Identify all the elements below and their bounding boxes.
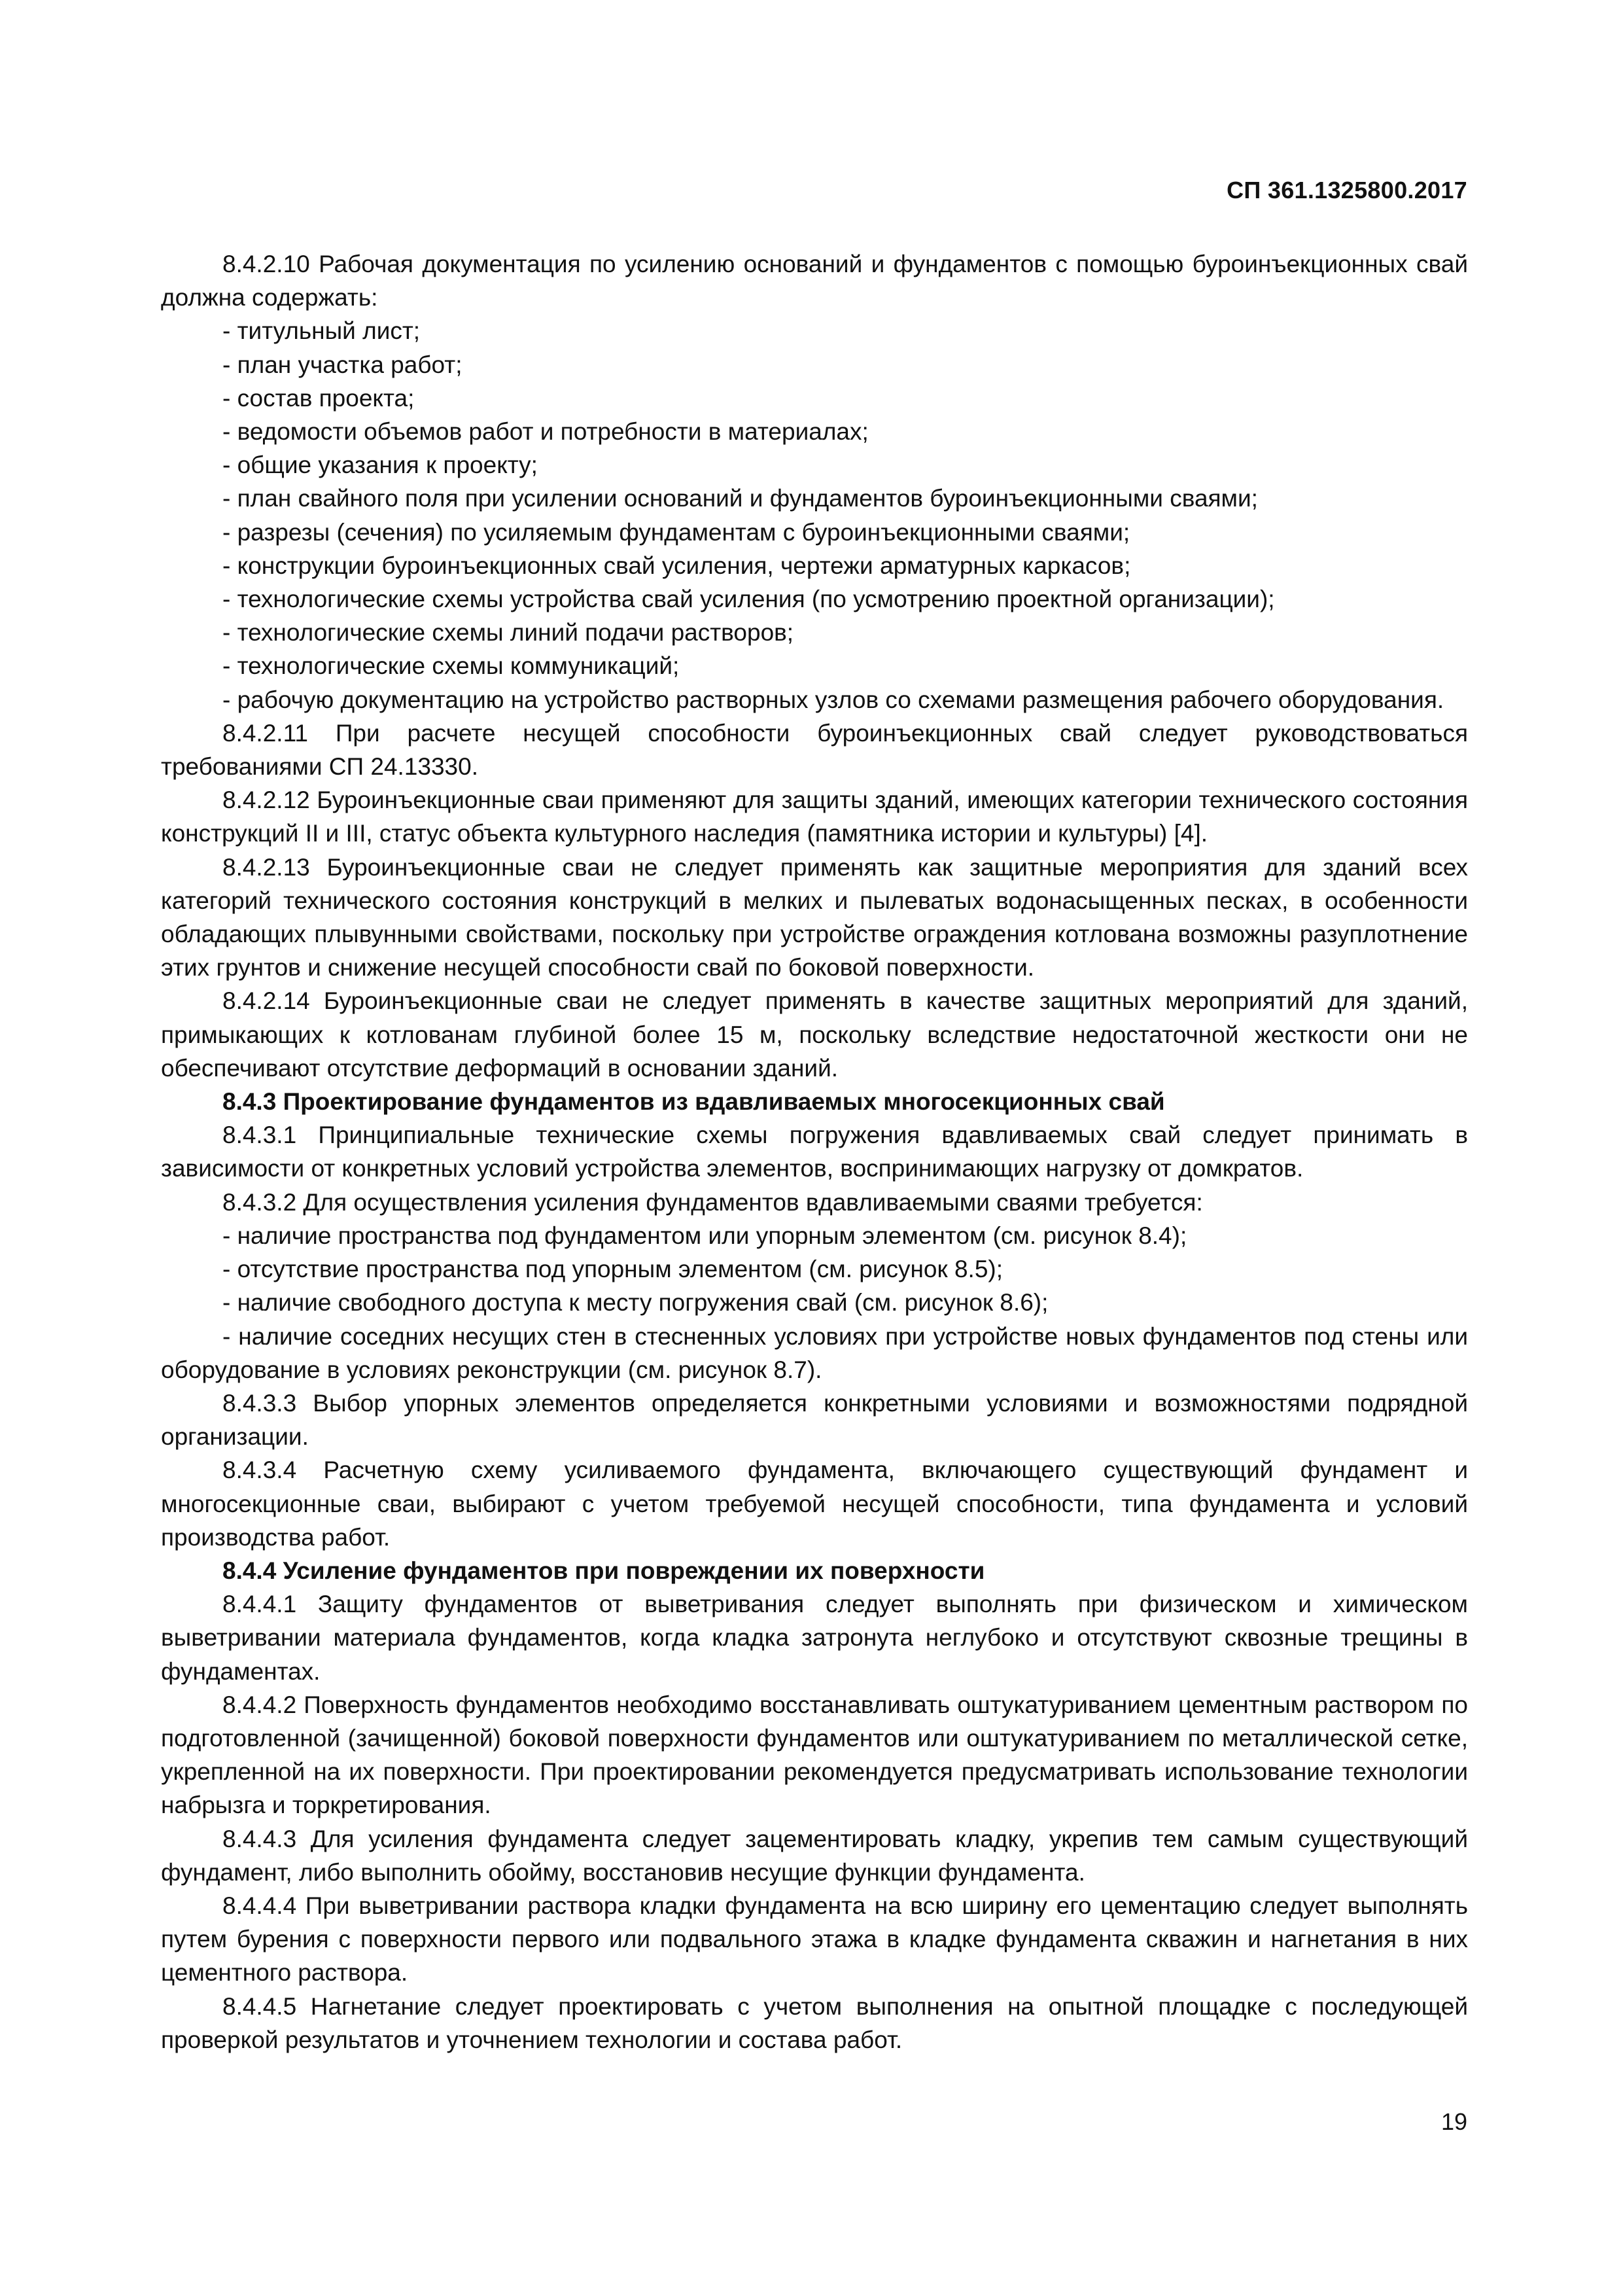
paragraph-8-4-4-4: 8.4.4.4 При выветривании раствора кладки фундамента на всю ширину его цементацию следует выполнять путем бурения с поверхности первого или подвального этажа в кладке фундамента скважин и нагнетания в них цементного раствора.: [161, 1892, 1468, 1987]
section-heading-8-4-4: 8.4.4 Усиление фундаментов при повреждении их поверхности: [222, 1557, 985, 1584]
list-item: - план участка работ;: [222, 351, 462, 378]
list-item: - ведомости объемов работ и потребности в материалах;: [222, 418, 869, 446]
list-item: - наличие соседних несущих стен в стесненных условиях при устройстве новых фундаментов под стены или оборудование в условиях реконструкции (см. рисунок 8.7).: [161, 1322, 1468, 1383]
list-item: - наличие свободного доступа к месту погружения свай (см. рисунок 8.6);: [222, 1289, 1049, 1316]
paragraph-8-4-4-5: 8.4.4.5 Нагнетание следует проектировать с учетом выполнения на опытной площадке с последующей проверкой результатов и уточнением технологии и состава работ.: [161, 1992, 1468, 2053]
list-item: - технологические схемы коммуникаций;: [222, 652, 680, 680]
paragraph-8-4-4-2: 8.4.4.2 Поверхность фундаментов необходимо восстанавливать оштукатуриванием цементным раствором по подготовленной (зачищенной) боковой поверхности фундаментов или оштукатуриванием по металлической сетке, укрепленной на их поверхности. При проектировании рекомендуется предусматривать использование технологии набрызга и торкретирования.: [161, 1691, 1468, 1819]
paragraph-8-4-2-10: 8.4.2.10 Рабочая документация по усилению оснований и фундаментов с помощью буроинъекционных свай должна содержать:: [161, 251, 1468, 311]
paragraph-8-4-4-3: 8.4.4.3 Для усиления фундамента следует зацементировать кладку, укрепив тем самым существующий фундамент, либо выполнить обойму, восстановив несущие функции фундамента.: [161, 1825, 1468, 1886]
page-body: [161, 247, 1468, 2057]
list-item: - общие указания к проекту;: [222, 451, 538, 479]
section-heading-8-4-3: 8.4.3 Проектирование фундаментов из вдавливаемых многосекционных свай: [222, 1088, 1165, 1116]
list-item: - план свайного поля при усилении оснований и фундаментов буроинъекционными сваями;: [222, 485, 1258, 512]
paragraph-8-4-2-13: 8.4.2.13 Буроинъекционные сваи не следует применять как защитные мероприятия для зданий всех категорий технического состояния конструкций в мелких и пылеватых водонасыщенных песках, в особенности обладающих плывунными свойствами, поскольку при устройстве ограждения котлована возможны разуплотнение этих грунтов и снижение несущей способности свай по боковой поверхности.: [161, 853, 1468, 981]
paragraph-8-4-3-1: 8.4.3.1 Принципиальные технические схемы погружения вдавливаемых свай следует принимать в зависимости от конкретных условий устройства элементов, воспринимающих нагрузку от домкратов.: [161, 1122, 1468, 1182]
list-item: - титульный лист;: [222, 317, 421, 345]
list-item: - конструкции буроинъекционных свай усиления, чертежи арматурных каркасов;: [222, 552, 1131, 579]
paragraph-8-4-2-11: 8.4.2.11 При расчете несущей способности буроинъекционных свай следует руководствоваться требованиями СП 24.13330.: [161, 719, 1468, 781]
document-code: СП 361.1325800.2017: [1227, 177, 1467, 203]
list-item: - отсутствие пространства под упорным элементом (см. рисунок 8.5);: [222, 1256, 1003, 1283]
list-item: - состав проекта;: [222, 384, 415, 412]
paragraph-8-4-2-12: 8.4.2.12 Буроинъекционные сваи применяют для защиты зданий, имеющих категории технического состояния конструкций II и III, статус объекта культурного наследия (памятника истории и культуры) [4].: [161, 786, 1468, 847]
paragraph-8-4-3-4: 8.4.3.4 Расчетную схему усиливаемого фундамента, включающего существующий фундамент и многосекционные сваи, выбирают с учетом требуемой несущей способности, типа фундамента и условий производства работ.: [161, 1457, 1468, 1551]
page-number: 19: [1440, 2108, 1467, 2135]
list-item: - наличие пространства под фундаментом или упорным элементом (см. рисунок 8.4);: [222, 1222, 1187, 1249]
paragraph-8-4-3-3: 8.4.3.3 Выбор упорных элементов определяется конкретными условиями и возможностями подрядной организации.: [161, 1389, 1468, 1451]
paragraph-8-4-4-1: 8.4.4.1 Защиту фундаментов от выветривания следует выполнять при физическом и химическом выветривании материала фундаментов, когда кладка затронута неглубоко и отсутствуют сквозные трещины в фундаментах.: [161, 1591, 1468, 1685]
list-item: - рабочую документацию на устройство растворных узлов со схемами размещения рабочего оборудования.: [222, 686, 1444, 713]
list-item: - технологические схемы линий подачи растворов;: [222, 619, 794, 646]
list-item: - разрезы (сечения) по усиляемым фундаментам с буроинъекционными сваями;: [222, 518, 1130, 546]
list-item: - технологические схемы устройства свай усиления (по усмотрению проектной организации);: [222, 586, 1275, 613]
paragraph-8-4-3-2: 8.4.3.2 Для осуществления усиления фундаментов вдавливаемыми сваями требуется:: [222, 1188, 1203, 1216]
paragraph-8-4-2-14: 8.4.2.14 Буроинъекционные сваи не следует применять в качестве защитных мероприятий для зданий, примыкающих к котлованам глубиной более 15 м, поскольку вследствие недостаточной жесткости они не обеспечивают отсутствие деформаций в основании зданий.: [161, 987, 1468, 1082]
